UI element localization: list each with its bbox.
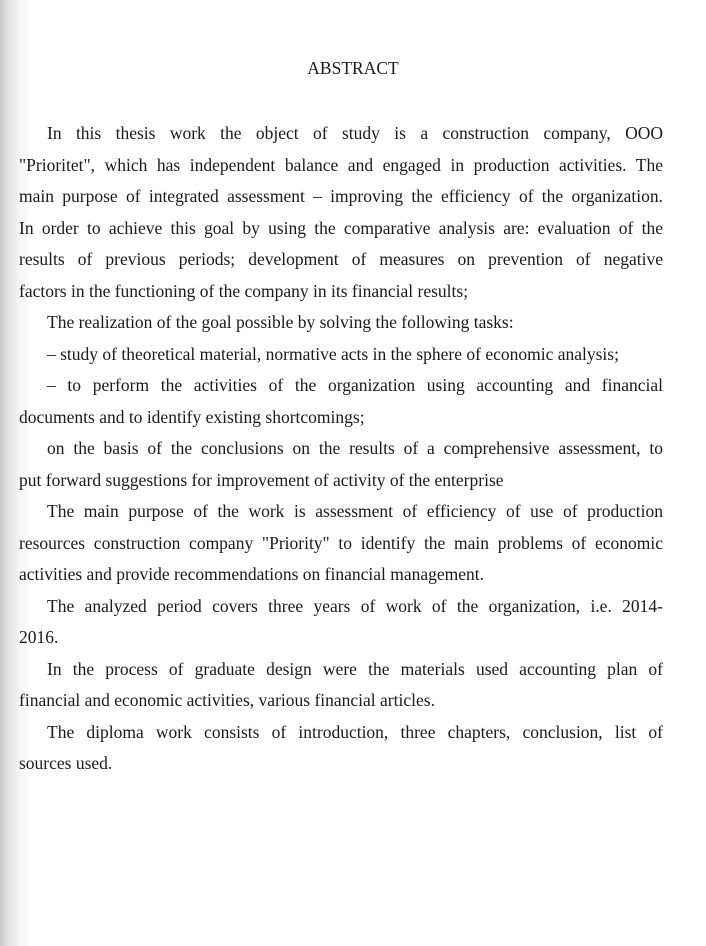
paragraph: [19, 654, 663, 717]
abstract-body: [19, 118, 663, 780]
text-line: documents and to identify existing shortcomings;: [19, 406, 365, 427]
text-line: put forward suggestions for improvement of activity of the enterprise: [19, 469, 504, 490]
text-line: "Prioritet", which has independent balance and engaged in production activities. The: [19, 154, 663, 175]
text-line: on the basis of the conclusions on the results of a comprehensive assessment, to: [47, 438, 663, 458]
page-title: ABSTRACT: [307, 58, 399, 78]
text-line: The main purpose of the work is assessment of efficiency of use of production: [47, 501, 663, 521]
paragraph: [19, 717, 663, 780]
text-line: The realization of the goal possible by solving the following tasks:: [47, 312, 514, 332]
paragraph: [19, 307, 663, 339]
text-line: In order to achieve this goal by using the comparative analysis are: evaluation of the: [19, 217, 663, 238]
paragraph: [19, 370, 663, 433]
text-line: results of previous periods; development of measures on prevention of negative: [19, 249, 663, 269]
text-line: activities and provide recommendations on financial management.: [19, 564, 485, 584]
paragraph: [19, 433, 663, 496]
text-line: sources used.: [19, 753, 113, 773]
text-line: The diploma work consists of introduction, three chapters, conclusion, list of: [47, 721, 663, 742]
paragraph: [19, 591, 663, 654]
text-line: factors in the functioning of the company in its financial results;: [19, 280, 469, 301]
text-line: – study of theoretical material, normative acts in the sphere of economic analysis;: [47, 343, 619, 364]
paragraph: [19, 496, 663, 591]
text-line: In this thesis work the object of study is a construction company, OOO: [47, 123, 663, 143]
text-line: 2016.: [19, 627, 59, 647]
paragraph: [19, 118, 663, 307]
paragraph: [19, 339, 663, 371]
text-line: – to perform the activities of the organization using accounting and financial: [47, 375, 663, 395]
text-line: The analyzed period covers three years of work of the organization, i.e. 2014-: [47, 595, 663, 616]
text-line: main purpose of integrated assessment – improving the efficiency of the organization.: [19, 186, 663, 206]
text-line: In the process of graduate design were the materials used accounting plan of: [47, 658, 663, 679]
text-line: resources construction company "Priority" to identify the main problems of economic: [19, 532, 663, 553]
text-line: financial and economic activities, various financial articles.: [19, 690, 435, 710]
